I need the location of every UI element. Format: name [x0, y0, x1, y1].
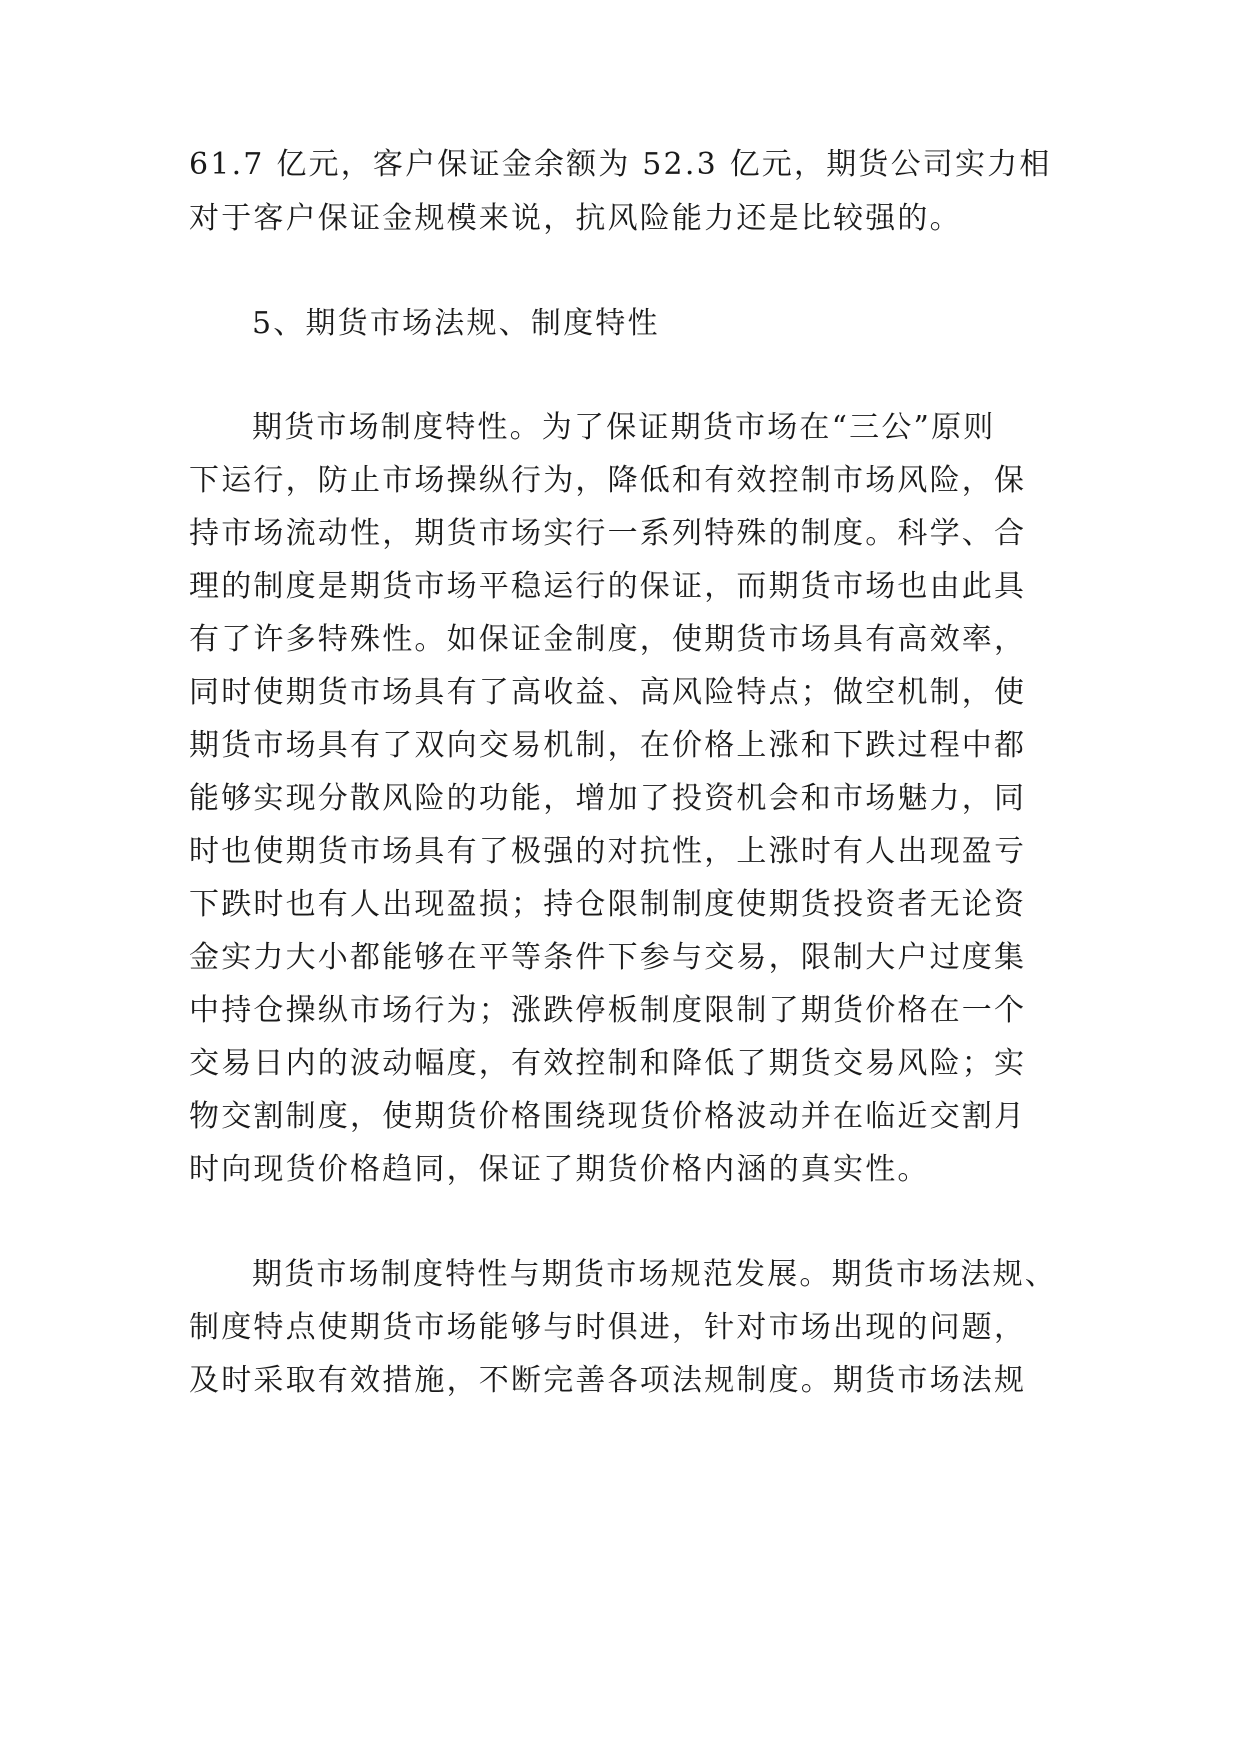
paragraph-2-line-13: 交易日内的波动幅度，有效控制和降低了期货交易风险；实	[189, 1046, 1027, 1081]
paragraph-2-line-2: 下运行，防止市场操纵行为，降低和有效控制市场风险，保	[189, 463, 1027, 498]
paragraph-2-line-12: 中持仓操纵市场行为；涨跌停板制度限制了期货价格在一个	[189, 993, 1027, 1028]
paragraph-2-line-10: 下跌时也有人出现盈损；持仓限制制度使期货投资者无论资	[189, 887, 1027, 922]
paragraph-2-line-5: 有了许多特殊性。如保证金制度，使期货市场具有高效率，	[189, 622, 1027, 657]
paragraph-3-line-2: 制度特点使期货市场能够与时俱进，针对市场出现的问题，	[189, 1310, 1027, 1345]
paragraph-2-line-3: 持市场流动性，期货市场实行一系列特殊的制度。科学、合	[189, 516, 1027, 551]
paragraph-2-line-11: 金实力大小都能够在平等条件下参与交易，限制大户过度集	[189, 940, 1027, 975]
paragraph-2-line-9: 时也使期货市场具有了极强的对抗性，上涨时有人出现盈亏	[189, 834, 1027, 869]
section-heading: 5、期货市场法规、制度特性	[252, 306, 660, 341]
paragraph-2-line-8: 能够实现分散风险的功能，增加了投资机会和市场魅力，同	[189, 781, 1027, 816]
paragraph-1-line-1: 61.7 亿元，客户保证金余额为 52.3 亿元，期货公司实力相	[189, 147, 1052, 182]
paragraph-3-line-1: 期货市场制度特性与期货市场规范发展。期货市场法规、	[252, 1257, 1057, 1292]
paragraph-3-line-3: 及时采取有效措施，不断完善各项法规制度。期货市场法规	[189, 1363, 1027, 1398]
paragraph-2-line-7: 期货市场具有了双向交易机制，在价格上涨和下跌过程中都	[189, 728, 1027, 763]
paragraph-2-line-6: 同时使期货市场具有了高收益、高风险特点；做空机制，使	[189, 675, 1027, 710]
paragraph-1-line-2: 对于客户保证金规模来说，抗风险能力还是比较强的。	[189, 201, 962, 236]
paragraph-2-line-14: 物交割制度，使期货价格围绕现货价格波动并在临近交割月	[189, 1099, 1027, 1134]
paragraph-2-line-15: 时向现货价格趋同，保证了期货价格内涵的真实性。	[189, 1152, 930, 1187]
paragraph-2-line-4: 理的制度是期货市场平稳运行的保证，而期货市场也由此具	[189, 569, 1027, 604]
paragraph-2-line-1: 期货市场制度特性。为了保证期货市场在“三公”原则	[252, 410, 996, 445]
